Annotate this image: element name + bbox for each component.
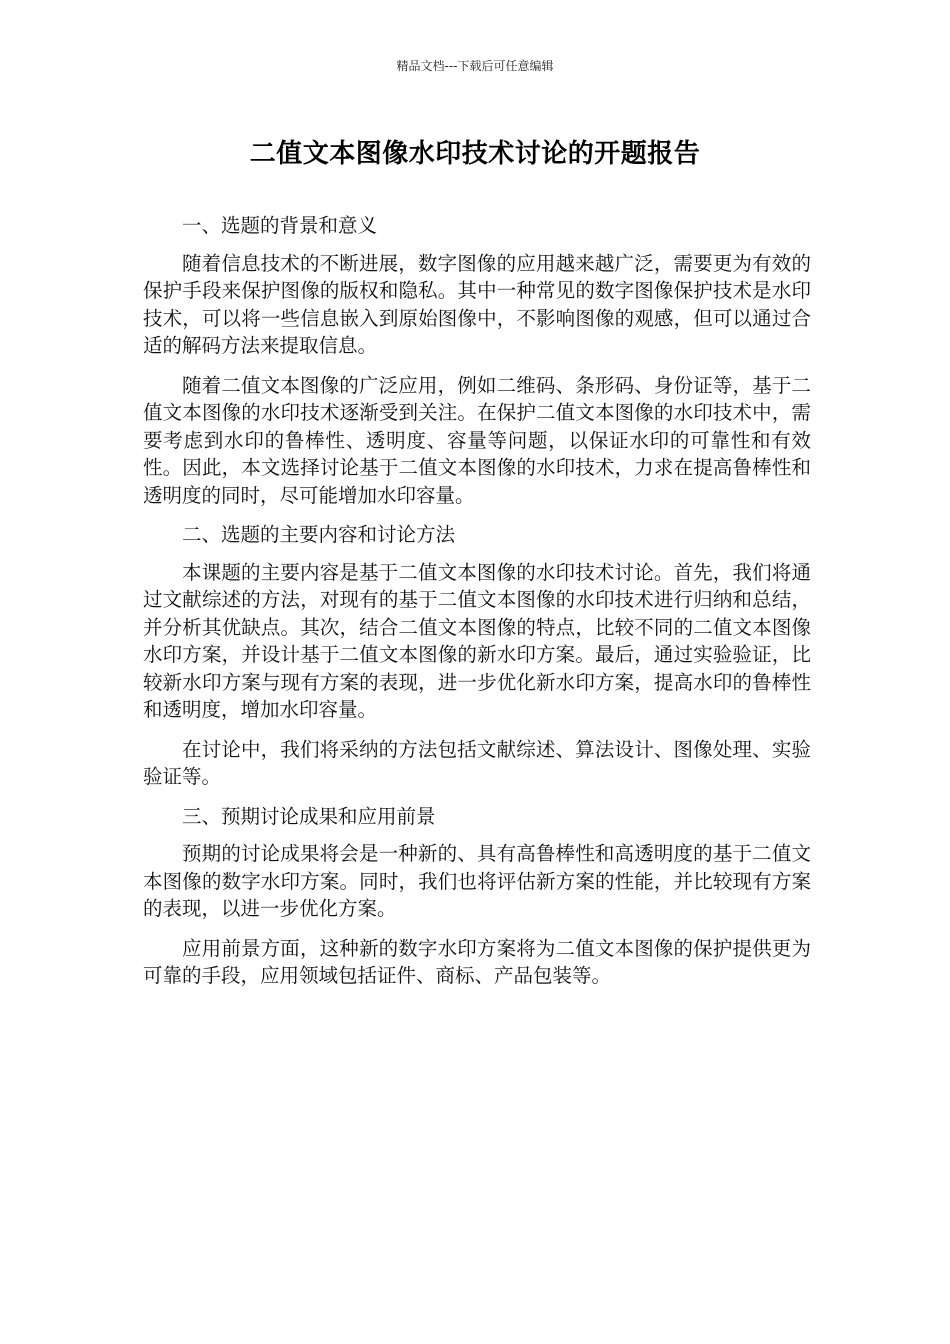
- paragraph: 随着二值文本图像的广泛应用，例如二维码、条形码、身份证等，基于二值文本图像的水印技术逐渐受到关注。在保护二值文本图像的水印技术中，需要考虑到水印的鲁棒性、透明度、容量等问题，以保证水印的可靠性和有效性。因此，本文选择讨论基于二值文本图像的水印技术，力求在提高鲁棒性和透明度的同时，尽可能增加水印容量。: [143, 373, 811, 507]
- section-heading: 二、选题的主要内容和讨论方法: [182, 523, 456, 546]
- paragraph: 应用前景方面，这种新的数字水印方案将为二值文本图像的保护提供更为可靠的手段，应用领域包括证件、商标、产品包装等。: [143, 936, 811, 987]
- document-body: [143, 212, 811, 1002]
- paragraph: 随着信息技术的不断进展，数字图像的应用越来越广泛，需要更为有效的保护手段来保护图像的版权和隐私。其中一种常见的数字图像保护技术是水印技术，可以将一些信息嵌入到原始图像中，不影响图像的观感，但可以通过合适的解码方法来提取信息。: [143, 251, 811, 357]
- header-note: 精品文档---下载后可任意编辑: [396, 59, 554, 73]
- paragraph: 本课题的主要内容是基于二值文本图像的水印技术讨论。首先，我们将通过文献综述的方法，对现有的基于二值文本图像的水印技术进行归纳和总结，并分析其优缺点。其次，结合二值文本图像的特点，比较不同的二值文本图像水印方案，并设计基于二值文本图像的新水印方案。最后，通过实验验证，比较新水印方案与现有方案的表现，进一步优化新水印方案，提高水印的鲁棒性和透明度，增加水印容量。: [143, 560, 811, 721]
- paragraph: 在讨论中，我们将采纳的方法包括文献综述、算法设计、图像处理、实验验证等。: [143, 737, 811, 788]
- document-title: 二值文本图像水印技术讨论的开题报告: [249, 139, 701, 169]
- section-heading: 一、选题的背景和意义: [182, 214, 378, 237]
- section-heading: 三、预期讨论成果和应用前景: [182, 804, 436, 828]
- paragraph: 预期的讨论成果将会是一种新的、具有高鲁棒性和高透明度的基于二值文本图像的数字水印方案。同时，我们也将评估新方案的性能，并比较现有方案的表现，以进一步优化方案。: [143, 842, 811, 920]
